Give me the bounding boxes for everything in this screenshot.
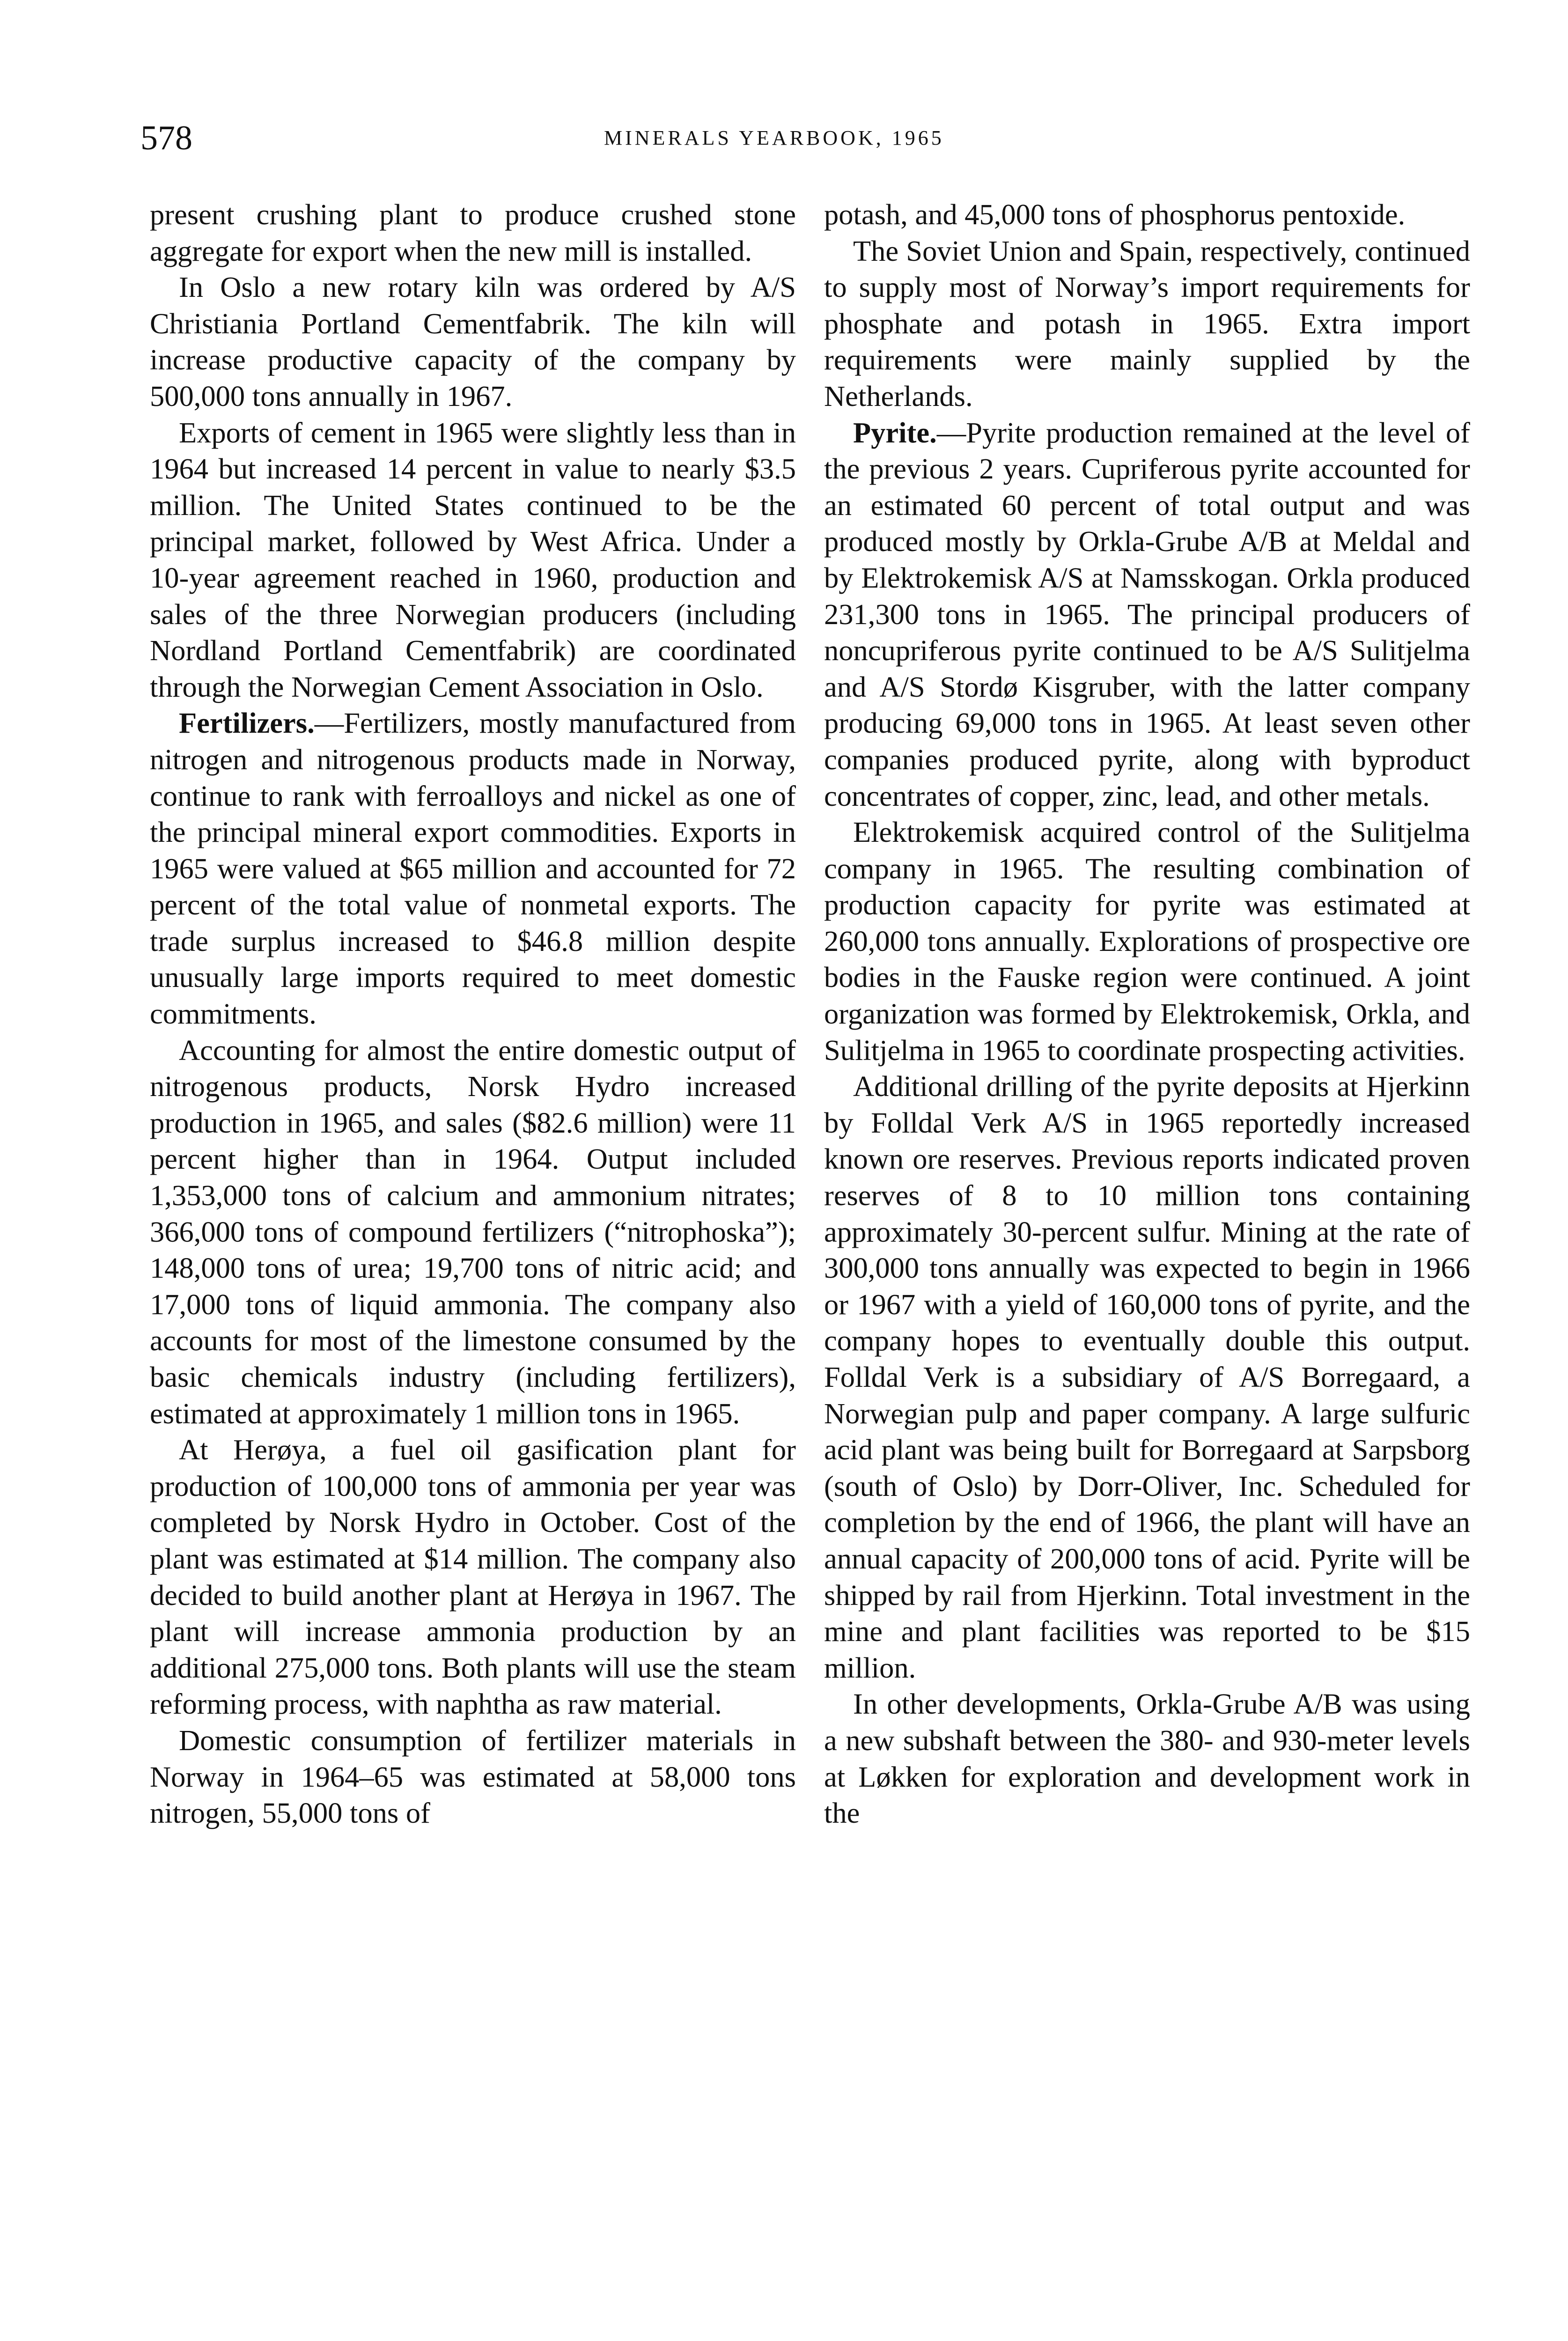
paragraph-text: Additional drilling of the pyrite deposits at Hjerkinn by Folldal Verk A/S in 1965 reportedly increased known ore reserves. Previous reports indicated proven reserves of 8 to 10 million tons containing approximately 30-percent sulfur. Mining at the rate of 300,000 tons annually was expected to begin in 1966 or 1967 with a yield of 160,000 tons of pyrite, and the company hopes to eventually double this output. Folldal Verk is a subsidiary of A/S Borregaard, a Norwegian pulp and paper company. A large sulfuric acid plant was being built for Borregaard at Sarpsborg (south of Oslo) by Dorr-Oliver, Inc. Scheduled for completion by the end of 1966, the plant will have an annual capacity of 200,000 tons of acid. Pyrite will be shipped by rail from Hjerkinn. Total investment in the mine and plant facilities was reported to be $15 million. <box>824 1070 1470 1684</box>
paragraph-fertilizers <box>150 705 796 1032</box>
paragraph-text: In Oslo a new rotary kiln was ordered by A/S Christiania Portland Cementfabrik. The kiln will increase productive capacity of the company by 500,000 tons annually in 1967. <box>150 271 796 412</box>
paragraph-orkla-developments <box>824 1686 1470 1831</box>
paragraph-text: At Herøya, a fuel oil gasification plant for production of 100,000 tons of ammonia per year was completed by Norsk Hydro in October. Cost of the plant was estimated at $14 million. The company also decided to build another plant at Herøya in 1967. The plant will increase ammonia production by an additional 275,000 tons. Both plants will use the steam reforming process, with naphtha as raw material. <box>150 1433 796 1721</box>
paragraph-text: present crushing plant to produce crushed stone aggregate for export when the new mill is installed. <box>150 198 796 267</box>
left-column <box>150 197 796 1832</box>
paragraph-text: potash, and 45,000 tons of phosphorus pentoxide. <box>824 198 1406 231</box>
paragraph-text: Elektrokemisk acquired control of the Sulitjelma company in 1965. The resulting combination of production capacity for pyrite was estimated at 260,000 tons annually. Explorations of prospective ore bodies in the Fauske region were continued. A joint organization was formed by Elektrokemisk, Orkla, and Sulitjelma in 1965 to coordinate prospecting activities. <box>824 816 1470 1067</box>
paragraph-text: —Pyrite production remained at the level of the previous 2 years. Cupriferous pyrite accounted for an estimated 60 percent of total output and was produced mostly by Orkla-Grube A/B at Meldal and by Elektrokemisk A/S at Namsskogan. Orkla produced 231,300 tons in 1965. The principal producers of noncupriferous pyrite continued to be A/S Sulitjelma and A/S Stordø Kisgruber, with the latter company producing 69,000 tons in 1965. At least seven other companies produced pyrite, along with byproduct concentrates of copper, zinc, lead, and other metals. <box>824 416 1470 812</box>
paragraph-hjerkinn-drilling <box>824 1068 1470 1686</box>
paragraph-potash-continued <box>824 197 1470 233</box>
section-heading-fertilizers: Fertilizers. <box>179 707 315 740</box>
paragraph-cement-exports <box>150 415 796 706</box>
paragraph-import-suppliers <box>824 233 1470 415</box>
paragraph-norsk-hydro-output <box>150 1032 796 1432</box>
right-column <box>824 197 1470 1832</box>
paragraph-text: —Fertilizers, mostly manufactured from nitrogen and nitrogenous products made in Norway, continue to rank with ferroalloys and nickel as one of the principal mineral export commodities. Exports in 1965 were valued at $65 million and accounted for 72 percent of the total value of nonmetal exports. The trade surplus increased to $46.8 million despite unusually large imports required to meet domestic commitments. <box>150 707 796 1031</box>
paragraph-elektrokemisk <box>824 814 1470 1068</box>
paragraph-domestic-consumption <box>150 1723 796 1832</box>
paragraph-text: In other developments, Orkla-Grube A/B was using a new subshaft between the 380- and 930-meter levels at Løkken for exploration and development work in the <box>824 1687 1470 1830</box>
page-number: 578 <box>140 119 192 157</box>
paragraph-text: Exports of cement in 1965 were slightly less than in 1964 but increased 14 percent in value to nearly $3.5 million. The United States continued to be the principal market, followed by West Africa. Under a 10-year agreement reached in 1960, production and sales of the three Norwegian producers (including Nordland Portland Cementfabrik) are coordinated through the Norwegian Cement Association in Oslo. <box>150 416 796 703</box>
paragraph-pyrite <box>824 415 1470 815</box>
section-heading-pyrite: Pyrite. <box>853 416 937 449</box>
running-title: MINERALS YEARBOOK, 1965 <box>604 126 944 149</box>
paragraph-text: Domestic consumption of fertilizer materials in Norway in 1964–65 was estimated at 58,000 tons nitrogen, 55,000 tons of <box>150 1723 796 1830</box>
paragraph-crushing-plant <box>150 197 796 269</box>
paragraph-text: Accounting for almost the entire domestic output of nitrogenous products, Norsk Hydro increased production in 1965, and sales ($82.6 million) were 11 percent higher than in 1964. Output included 1,353,000 tons of calcium and ammonium nitrates; 366,000 tons of compound fertilizers (“nitrophoska”); 148,000 tons of urea; 19,700 tons of nitric acid; and 17,000 tons of liquid ammonia. The company also accounts for most of the limestone consumed by the basic chemicals industry (including fertilizers), estimated at approximately 1 million tons in 1965. <box>150 1033 796 1430</box>
paragraph-text: The Soviet Union and Spain, respectively, continued to supply most of Norway’s import requirements for phosphate and potash in 1965. Extra import requirements were mainly supplied by the Netherlands. <box>824 234 1470 412</box>
running-head <box>140 117 1456 159</box>
paragraph-heroya-plant <box>150 1432 796 1723</box>
paragraph-oslo-kiln <box>150 269 796 414</box>
